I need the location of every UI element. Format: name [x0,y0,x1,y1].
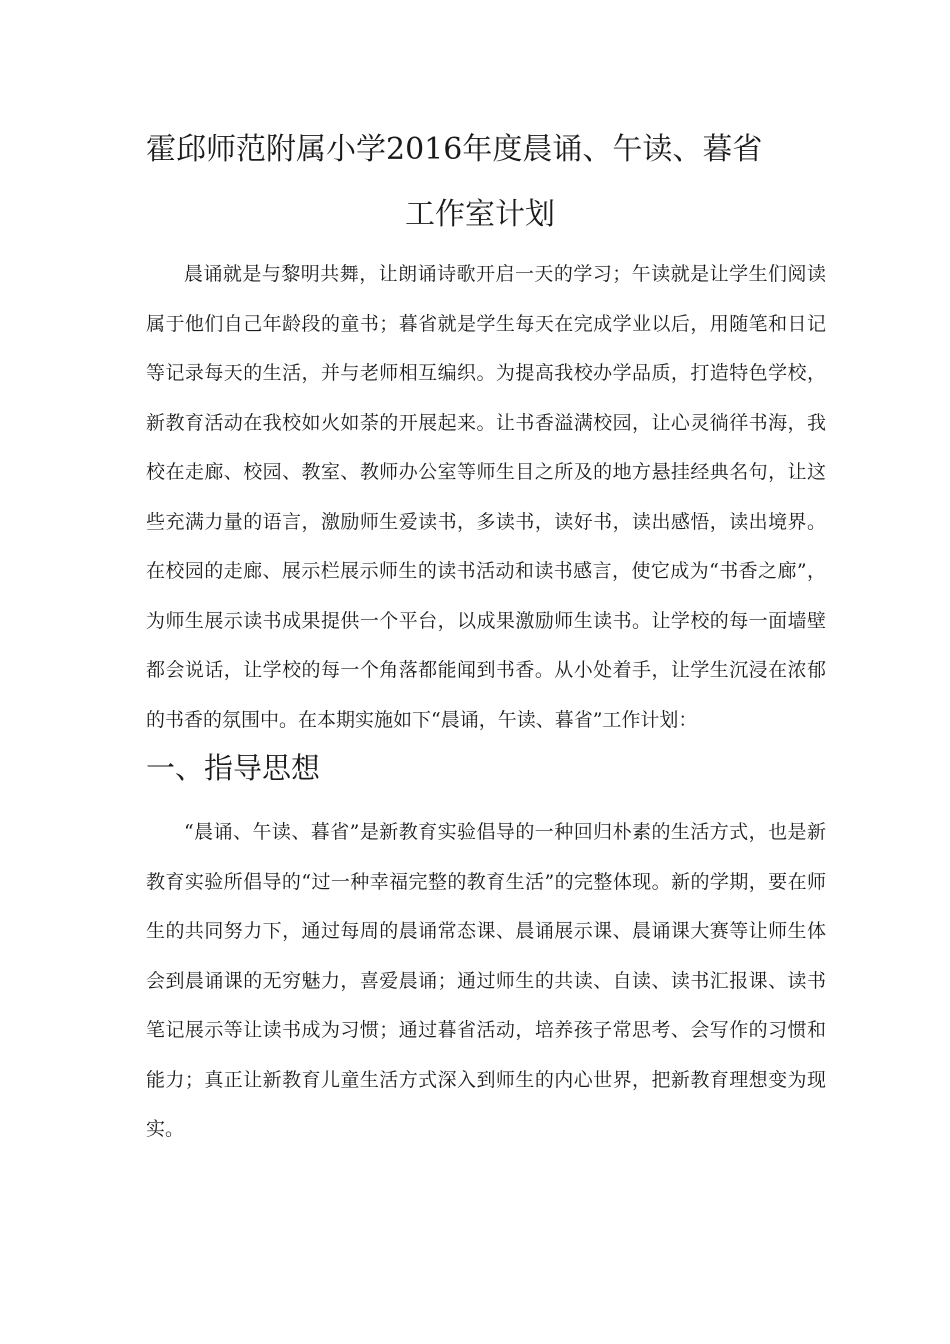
intro-paragraph: 晨诵就是与黎明共舞，让朗诵诗歌开启一天的学习；午读就是让学生们阅读属于他们自己年龄段的童书；暮省就是学生每天在完成学业以后，用随笔和日记等记录每天的生活，并与老师相互编织。为提高我校办学品质，打造特色学校，新教育活动在我校如火如荼的开展起来。让书香溢满校园，让心灵徜徉书海，我校在走廊、校园、教室、教师办公室等师生目之所及的地方悬挂经典名句，让这些充满力量的语言，激励师生爱读书，多读书，读好书，读出感悟，读出境界。在校园的走廊、展示栏展示师生的读书活动和读书感言，使它成为“书香之廊”，为师生展示读书成果提供一个平台，以成果激励师生读书。让学校的每一面墙壁都会说话，让学校的每一个角落都能闻到书香。从小处着手，让学生沉浸在浓郁的书香的氛围中。在本期实施如下“晨诵，午读、暮省”工作计划： [146,263,826,731]
document-title-line-2: 工作室计划 [405,197,555,232]
section-heading-guiding-ideology: 一、指导思想 [146,751,321,785]
document-title-line-1: 霍邱师范附属小学2016年度晨诵、午读、暮省 [146,132,763,167]
guiding-ideology-paragraph: “晨诵、午读、暮省”是新教育实验倡导的一种回归朴素的生活方式，也是新教育实验所倡导的“过一种幸福完整的教育生活”的完整体现。新的学期，要在师生的共同努力下，通过每周的晨诵常态课、晨诵展示课、晨诵课大赛等让师生体会到晨诵课的无穷魅力，喜爱晨诵；通过师生的共读、自读、读书汇报课、读书笔记展示等让读书成为习惯；通过暮省活动，培养孩子常思考、会写作的习惯和能力；真正让新教育儿童生活方式深入到师生的内心世界，把新教育理想变为现实。 [146,821,826,1140]
